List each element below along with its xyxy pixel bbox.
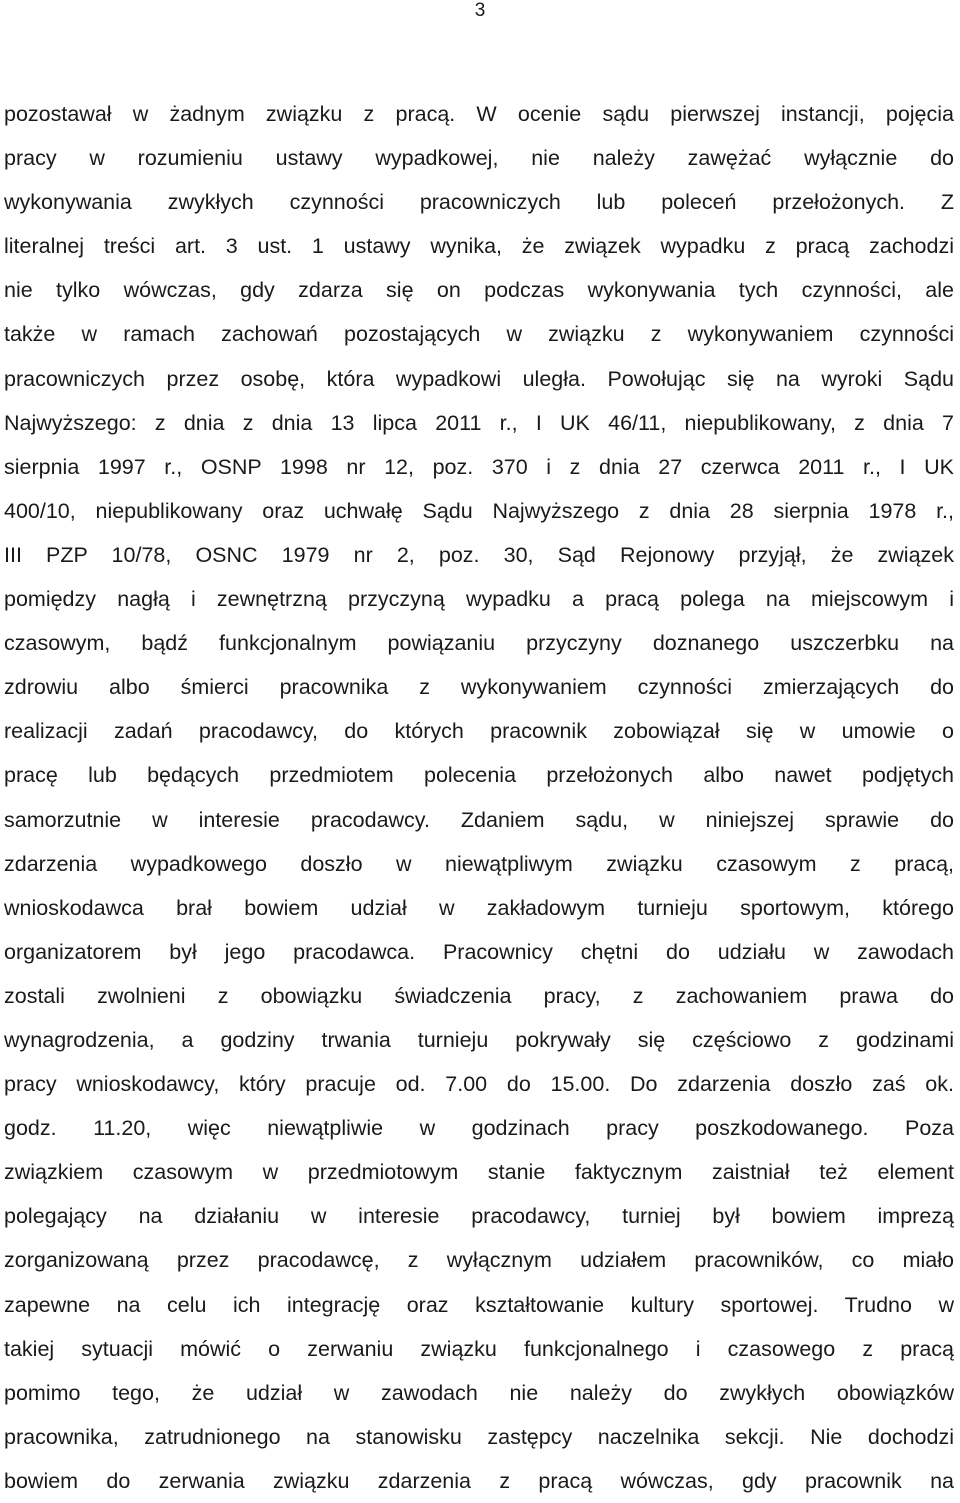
- text-line: zostali zwolnieni z obowiązku świadczenia pracy, z zachowaniem prawa do: [4, 983, 954, 1008]
- text-line: związkiem czasowym w przedmiotowym stanie faktycznym zaistniał też element: [4, 1160, 954, 1185]
- text-line: Najwyższego: z dnia z dnia 13 lipca 2011 r., I UK 46/11, niepublikowany, z dnia 7: [4, 410, 954, 435]
- text-line: takiej sytuacji mówić o zerwaniu związku funkcjonalnego i czasowego z pracą: [4, 1336, 954, 1361]
- text-line: wykonywania zwykłych czynności pracowniczych lub poleceń przełożonych. Z: [4, 190, 954, 215]
- body-text: [4, 92, 954, 1503]
- text-line: pozostawał w żadnym związku z pracą. W ocenie sądu pierwszej instancji, pojęcia: [4, 102, 954, 126]
- text-line: zdrowiu albo śmierci pracownika z wykonywaniem czynności zmierzających do: [4, 675, 954, 700]
- text-line: pracy w rozumieniu ustawy wypadkowej, nie należy zawężać wyłącznie do: [4, 146, 954, 171]
- text-line: pracownika, zatrudnionego na stanowisku zastępcy naczelnika sekcji. Nie dochodzi: [4, 1424, 954, 1449]
- text-line: III PZP 10/78, OSNC 1979 nr 2, poz. 30, Sąd Rejonowy przyjął, że związek: [4, 542, 954, 567]
- text-line: pracy wnioskodawcy, który pracuje od. 7.00 do 15.00. Do zdarzenia doszło zaś ok.: [4, 1072, 954, 1097]
- text-line: zapewne na celu ich integrację oraz kształtowanie kultury sportowej. Trudno w: [4, 1292, 954, 1317]
- text-line: zdarzenia wypadkowego doszło w niewątpliwym związku czasowym z pracą,: [4, 851, 954, 876]
- text-line: bowiem do zerwania związku zdarzenia z pracą wówczas, gdy pracownik na: [4, 1468, 954, 1493]
- text-line: nie tylko wówczas, gdy zdarza się on podczas wykonywania tych czynności, ale: [4, 278, 954, 303]
- text-line: 400/10, niepublikowany oraz uchwałę Sądu Najwyższego z dnia 28 sierpnia 1978 r.,: [4, 498, 954, 523]
- text-line: pomiędzy nagłą i zewnętrzną przyczyną wypadku a pracą polega na miejscowym i: [4, 587, 954, 612]
- text-line: organizatorem był jego pracodawca. Pracownicy chętni do udziału w zawodach: [4, 939, 954, 964]
- text-line: realizacji zadań pracodawcy, do których pracownik zobowiązał się w umowie o: [4, 719, 954, 744]
- page-number: 3: [474, 0, 486, 21]
- text-line: zorganizowaną przez pracodawcę, z wyłącznym udziałem pracowników, co miało: [4, 1248, 954, 1273]
- text-line: wnioskodawca brał bowiem udział w zakładowym turnieju sportowym, którego: [4, 895, 954, 920]
- text-line: godz. 11.20, więc niewątpliwie w godzinach pracy poszkodowanego. Poza: [4, 1116, 954, 1141]
- text-line: także w ramach zachowań pozostających w związku z wykonywaniem czynności: [4, 322, 954, 347]
- text-line: pracę lub będących przedmiotem polecenia przełożonych albo nawet podjętych: [4, 763, 954, 788]
- text-line: pracowniczych przez osobę, która wypadkowi uległa. Powołując się na wyroki Sądu: [4, 366, 954, 391]
- text-line: sierpnia 1997 r., OSNP 1998 nr 12, poz. 370 i z dnia 27 czerwca 2011 r., I UK: [4, 454, 954, 479]
- text-line: samorzutnie w interesie pracodawcy. Zdaniem sądu, w niniejszej sprawie do: [4, 807, 954, 832]
- text-line: literalnej treści art. 3 ust. 1 ustawy wynika, że związek wypadku z pracą zachodzi: [4, 234, 954, 259]
- text-line: polegający na działaniu w interesie pracodawcy, turniej był bowiem imprezą: [4, 1204, 954, 1229]
- text-line: czasowym, bądź funkcjonalnym powiązaniu przyczyny doznanego uszczerbku na: [4, 631, 954, 656]
- text-line: wynagrodzenia, a godziny trwania turnieju pokrywały się częściowo z godzinami: [4, 1027, 954, 1052]
- text-line: pomimo tego, że udział w zawodach nie należy do zwykłych obowiązków: [4, 1380, 954, 1405]
